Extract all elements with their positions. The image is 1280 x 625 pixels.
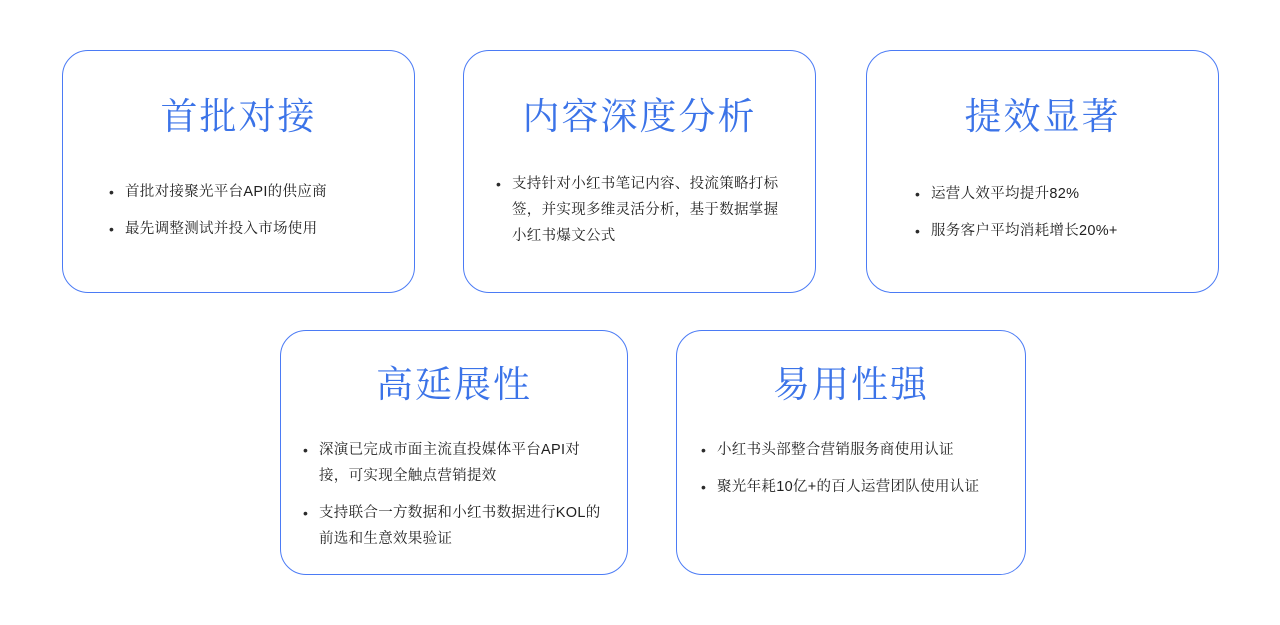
feature-card-first-integration [62, 50, 415, 293]
bullet-text: 深演已完成市面主流直投媒体平台API对接，可实现全触点营销提效 [319, 441, 581, 484]
card-title: 内容深度分析 [522, 96, 757, 137]
bullet-text: 聚光年耗10亿+的百人运营团队使用认证 [717, 478, 980, 495]
bullet-text: 支持联合一方数据和小红书数据进行KOL的前选和生意效果验证 [319, 504, 601, 547]
card-bullet-list [867, 181, 1218, 244]
bullet-dot-icon: • [109, 183, 114, 200]
card-bullet-list [464, 171, 815, 249]
feature-card-usability [676, 330, 1026, 575]
card-title: 首批对接 [160, 96, 317, 137]
card-title: 易用性强 [773, 364, 929, 405]
bullet-dot-icon: • [109, 220, 114, 237]
list-item [701, 437, 1001, 463]
feature-card-extensibility [280, 330, 628, 575]
bullet-dot-icon: • [496, 175, 501, 192]
bullet-text: 运营人效平均提升82% [931, 185, 1080, 202]
bullet-text: 首批对接聚光平台API的供应商 [125, 183, 327, 200]
bullet-dot-icon: • [303, 441, 308, 458]
list-item [701, 474, 1001, 500]
bullet-dot-icon: • [303, 504, 308, 521]
list-item [109, 216, 368, 242]
feature-card-efficiency [866, 50, 1219, 293]
bullet-text: 最先调整测试并投入市场使用 [125, 220, 318, 237]
list-item [915, 218, 1170, 244]
card-title: 高延展性 [376, 364, 532, 405]
list-item [915, 181, 1170, 207]
list-item [109, 179, 368, 205]
card-bullet-list [677, 437, 1025, 500]
feature-card-content-analysis [463, 50, 816, 293]
bullet-text: 支持针对小红书笔记内容、投流策略打标签，并实现多维灵活分析，基于数据掌握小红书爆文公式 [512, 175, 779, 244]
bullet-dot-icon: • [915, 222, 920, 239]
card-bullet-list [281, 437, 627, 552]
bullet-dot-icon: • [915, 185, 920, 202]
list-item [496, 171, 783, 249]
list-item [303, 437, 605, 489]
bullet-dot-icon: • [701, 478, 706, 495]
bullet-dot-icon: • [701, 441, 706, 458]
bullet-text: 服务客户平均消耗增长20%+ [931, 222, 1118, 239]
list-item [303, 500, 605, 552]
card-bullet-list [63, 179, 414, 242]
bullet-text: 小红书头部整合营销服务商使用认证 [717, 441, 954, 458]
card-title: 提效显著 [964, 96, 1121, 137]
